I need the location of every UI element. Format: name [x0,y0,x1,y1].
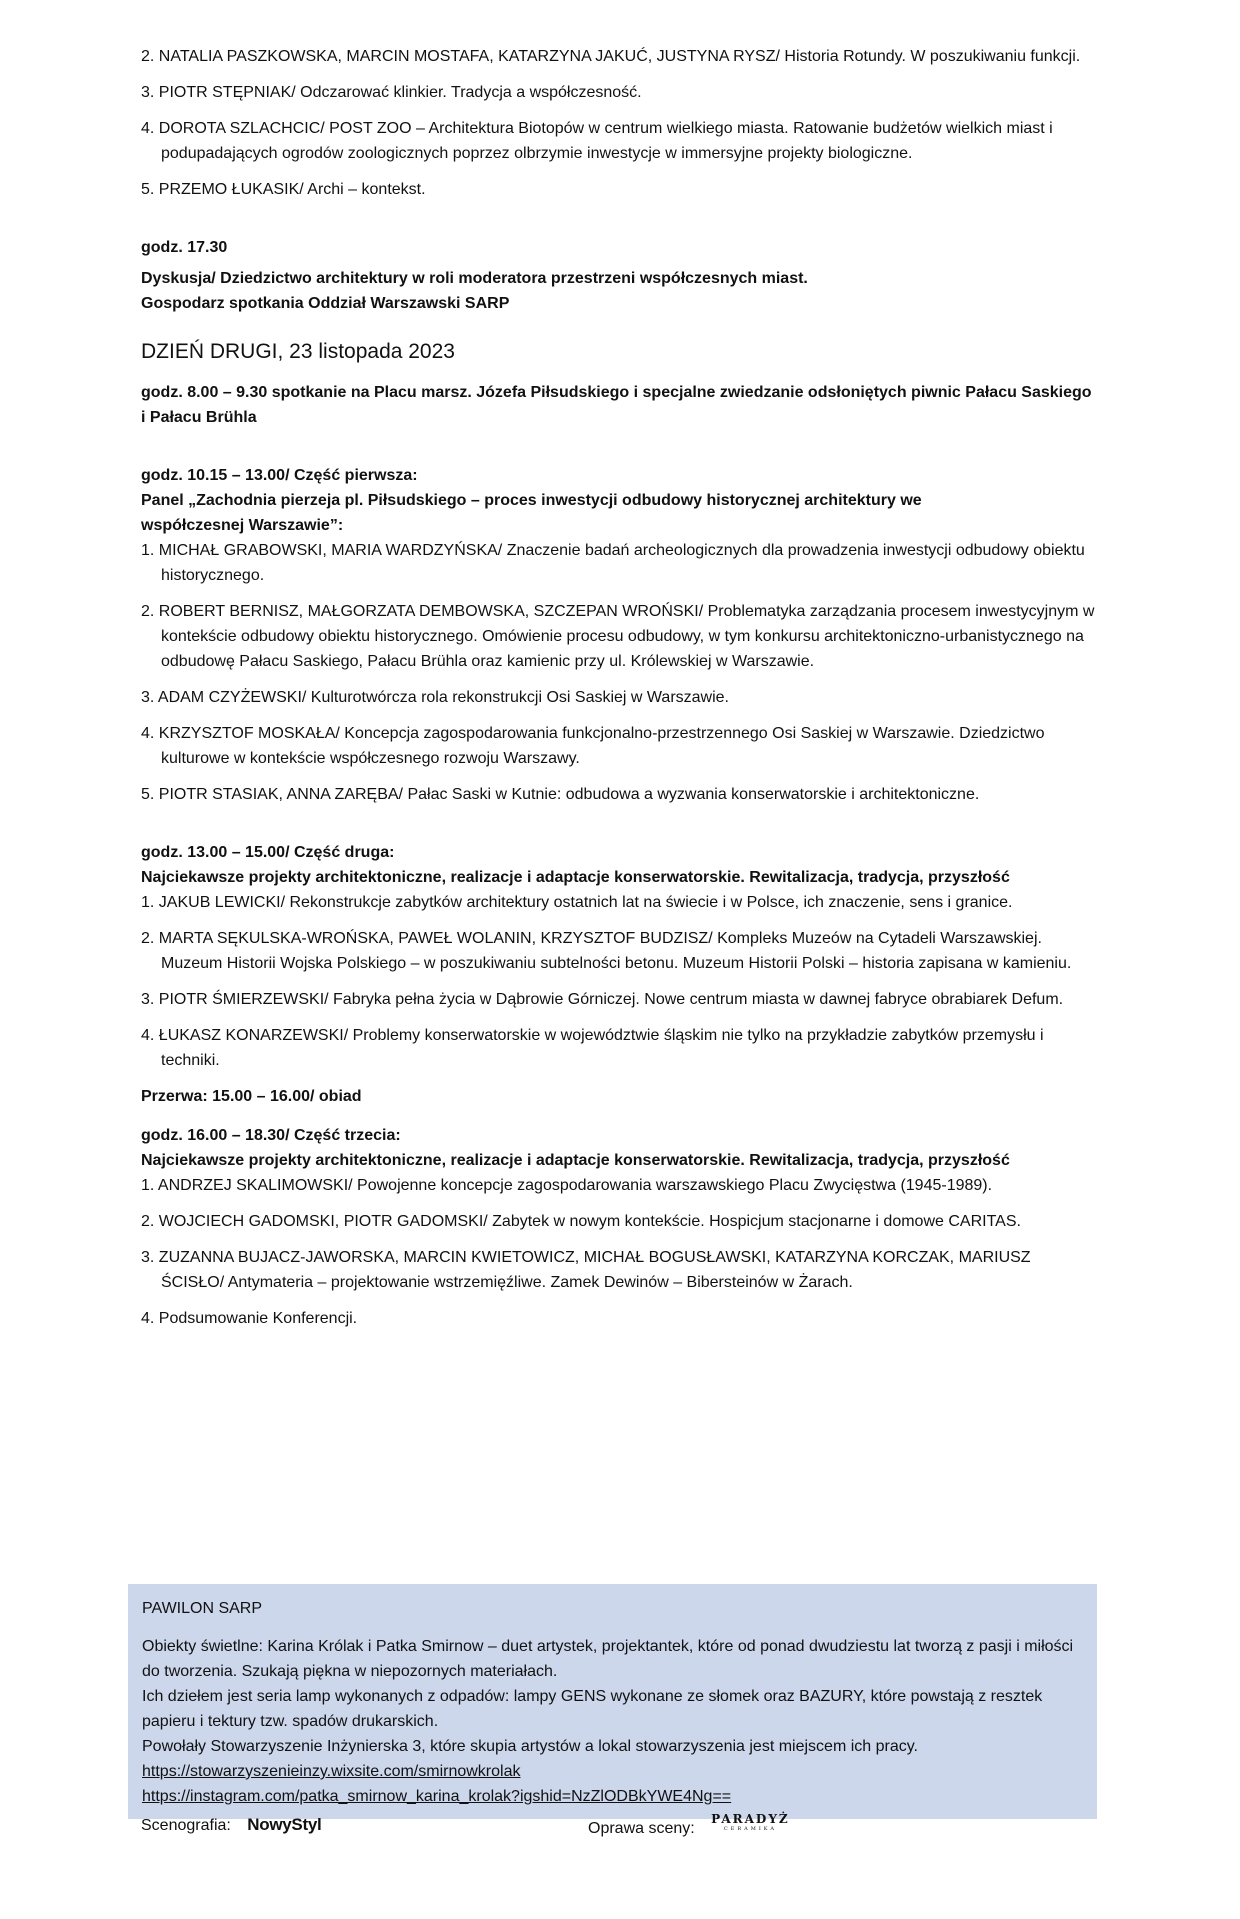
pavilion-title: PAWILON SARP [142,1600,263,1617]
footer-sponsors [141,1812,1096,1841]
paradyz-logo [711,1812,789,1832]
pavilion-text: Powołały Stowarzyszenie Inżynierska 3, które skupia artystów a lokal stowarzyszenia jest miejscem ich pracy. [142,1738,918,1755]
list-item: 1. MICHAŁ GRABOWSKI, MARIA WARDZYŃSKA/ Znaczenie badań archeologicznych dla prowadzenia inwestycji odbudowy obiektu historycznego. [141,542,1085,584]
part3-list [141,1173,1096,1331]
part1-panel: Panel „Zachodnia pierzeja pl. Piłsudskiego – proces inwestycji odbudowy historycznej architektury we współczesnej Warszawie”: [141,492,922,534]
lunch-break: Przerwa: 15.00 – 16.00/ obiad [141,1088,362,1105]
paradyz-logo-subtext: CERAMIKA [723,1826,777,1832]
list-item: 3. ZUZANNA BUJACZ-JAWORSKA, MARCIN KWIETOWICZ, MICHAŁ BOGUSŁAWSKI, KATARZYNA KORCZAK, MARIUSZ ŚCISŁO/ Antymateria – projektowanie wstrzemięźliwe. Zamek Dewinów – Bibersteinów w Żarach. [141,1249,1031,1291]
pavilion-text: Ich dziełem jest seria lamp wykonanych z odpadów: lampy GENS wykonane ze słomek oraz BAZURY, które powstają z resztek papieru i tektury tzw. spadów drukarskich. [142,1688,1043,1730]
list-item: 2. ROBERT BERNISZ, MAŁGORZATA DEMBOWSKA, SZCZEPAN WROŃSKI/ Problematyka zarządzania procesem inwestycyjnym w kontekście odbudowy obiektu historycznego. Omówienie procesu odbudowy, w tym konkursu architektoniczno-urbanistycznego na odbudowę Pałacu Saskiego, Pałacu Brühla oraz kamienic przy ul. Królewskiej w Warszawie. [141,603,1095,670]
part3-panel: Najciekawsze projekty architektoniczne, realizacje i adaptacje konserwatorskie. Rewitalizacja, tradycja, przyszłość [141,1152,1010,1169]
morning-visit: godz. 8.00 – 9.30 spotkanie na Placu marsz. Józefa Piłsudskiego i specjalne zwiedzanie odsłoniętych piwnic Pałacu Saskiego i Pałacu Brühla [141,384,1092,426]
scenography-label: Scenografia: [141,1817,231,1834]
list-item: 4. Podsumowanie Konferencji. [141,1310,358,1327]
discussion-host: Gospodarz spotkania Oddział Warszawski SARP [141,295,510,312]
discussion-title: Dyskusja/ Dziedzictwo architektury w roli moderatora przestrzeni współczesnych miast. [141,270,808,287]
list-item: 3. PIOTR STĘPNIAK/ Odczarować klinkier. Tradycja a współczesność. [141,84,642,101]
stage-label: Oprawa sceny: [588,1820,695,1837]
list-item: 2. NATALIA PASZKOWSKA, MARCIN MOSTAFA, KATARZYNA JAKUĆ, JUSTYNA RYSZ/ Historia Rotundy. W poszukiwaniu funkcji. [141,48,1081,65]
discussion-time: godz. 17.30 [141,239,228,256]
scenography-credit [141,1815,321,1835]
list-item: 2. WOJCIECH GADOMSKI, PIOTR GADOMSKI/ Zabytek w nowym kontekście. Hospicjum stacjonarne i domowe CARITAS. [141,1213,1021,1230]
part2-list [141,890,1096,1073]
part1-time: godz. 10.15 – 13.00/ Część pierwsza: [141,467,418,484]
list-item: 3. ADAM CZYŻEWSKI/ Kulturotwórcza rola rekonstrukcji Osi Saskiej w Warszawie. [141,689,729,706]
pavilion-box [128,1584,1097,1819]
program-page [141,44,1096,1342]
part3-time: godz. 16.00 – 18.30/ Część trzecia: [141,1127,401,1144]
list-item: 1. ANDRZEJ SKALIMOWSKI/ Powojenne koncepcje zagospodarowania warszawskiego Placu Zwycięstwa (1945-1989). [141,1177,993,1194]
list-item: 4. KRZYSZTOF MOSKAŁA/ Koncepcja zagospodarowania funkcjonalno-przestrzennego Osi Saskiej w Warszawie. Dziedzictwo kulturowe w kontekście współczesnego rozwoju Warszawy. [141,725,1045,767]
list-item: 5. PRZEMO ŁUKASIK/ Archi – kontekst. [141,181,426,198]
list-item: 5. PIOTR STASIAK, ANNA ZARĘBA/ Pałac Saski w Kutnie: odbudowa a wyzwania konserwatorskie i architektoniczne. [141,786,980,803]
paradyz-logo-text: PARADYŻ [711,1812,790,1826]
list-item: 4. DOROTA SZLACHCIC/ POST ZOO – Architektura Biotopów w centrum wielkiego miasta. Ratowanie budżetów wielkich miast i podupadających ogrodów zoologicznych poprzez olbrzymie inwestycje w immersyjne projekty biologiczne. [141,120,1053,162]
intro-list [141,44,1096,202]
day-two-heading: DZIEŃ DRUGI, 23 listopada 2023 [141,340,455,363]
pavilion-text: Obiekty świetlne: Karina Królak i Patka Smirnow – duet artystek, projektantek, które od ponad dwudziestu lat tworzą z pasji i miłości do tworzenia. Szukają piękna w niepozornych materiałach. [142,1638,1074,1680]
list-item: 1. JAKUB LEWICKI/ Rekonstrukcje zabytków architektury ostatnich lat na świecie i w Polsce, ich znaczenie, sens i granice. [141,894,1013,911]
nowystyl-logo: NowyStyl [247,1815,322,1834]
stage-credit [588,1812,790,1838]
pavilion-link-website[interactable]: https://stowarzyszenieinzy.wixsite.com/smirnowkrolak [142,1763,521,1780]
list-item: 2. MARTA SĘKULSKA-WROŃSKA, PAWEŁ WOLANIN, KRZYSZTOF BUDZISZ/ Kompleks Muzeów na Cytadeli Warszawskiej. Muzeum Historii Wojska Polskiego – w poszukiwaniu subtelności betonu. Muzeum Historii Polski – historia zapisana w kamieniu. [141,930,1072,972]
part2-time: godz. 13.00 – 15.00/ Część druga: [141,844,395,861]
pavilion-link-instagram[interactable]: https://instagram.com/patka_smirnow_karina_krolak?igshid=NzZlODBkYWE4Ng== [142,1788,732,1805]
part2-panel: Najciekawsze projekty architektoniczne, realizacje i adaptacje konserwatorskie. Rewitalizacja, tradycja, przyszłość [141,869,1010,886]
list-item: 4. ŁUKASZ KONARZEWSKI/ Problemy konserwatorskie w województwie śląskim nie tylko na przykładzie zabytków przemysłu i techniki. [141,1027,1044,1069]
list-item: 3. PIOTR ŚMIERZEWSKI/ Fabryka pełna życia w Dąbrowie Górniczej. Nowe centrum miasta w dawnej fabryce obrabiarek Defum. [141,991,1064,1008]
part1-list [141,538,1096,807]
